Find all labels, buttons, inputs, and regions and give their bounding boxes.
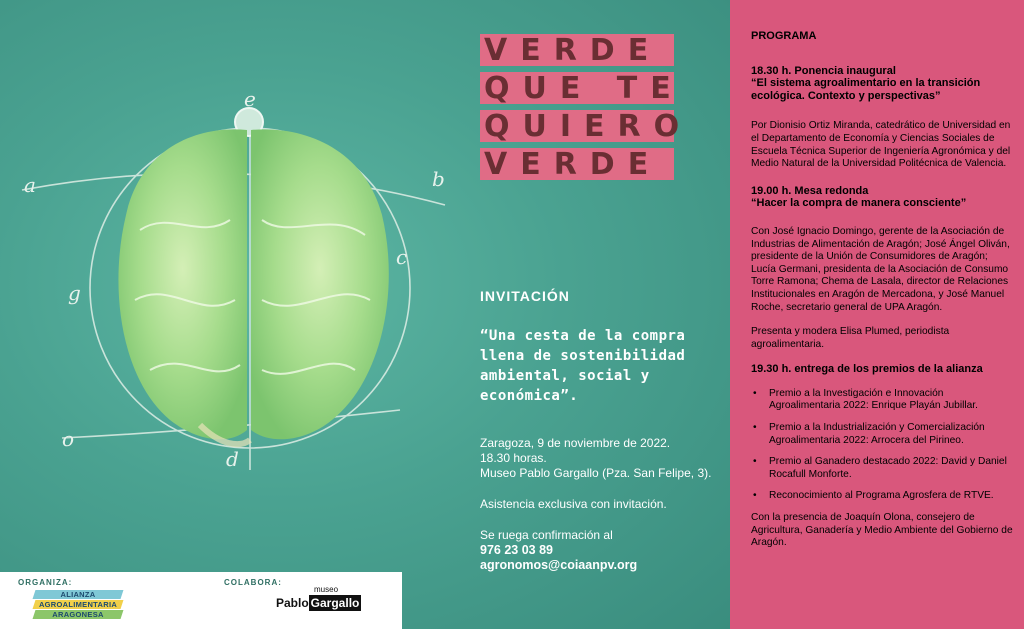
rsvp-email[interactable]: agronomos@coiaanpv.org	[480, 558, 638, 572]
invitation-block	[480, 288, 730, 573]
sketch-letter-g: g	[68, 281, 81, 305]
sketch-letter-b: b	[432, 167, 445, 191]
colabora-label: COLABORA:	[224, 578, 282, 587]
sketch-letter-c: c	[396, 245, 408, 269]
organiza-label: ORGANIZA:	[18, 578, 73, 587]
exclusive-note: Asistencia exclusiva con invitación.	[480, 497, 667, 511]
awards-list	[751, 388, 1013, 503]
event-time: 18.30 horas.	[480, 451, 547, 465]
program-content	[751, 30, 1013, 550]
alianza-line-2: AGROALIMENTARIA	[38, 600, 118, 609]
sponsor-footer	[0, 572, 402, 629]
pablo-word: Pablo	[276, 596, 309, 610]
main-title	[480, 33, 693, 186]
session2-title: “Hacer la compra de manera consciente”	[751, 197, 967, 210]
closing-text: Con la presencia de Joaquín Olona, consejero de Agricultura, Ganadería y Medio Ambiente del Gobierno de Aragón.	[751, 512, 1013, 549]
title-line-1: VERDE	[480, 34, 674, 66]
award-item: • Premio a la Industrialización y Comercialización Agroalimentaria 2022: Arrocera del Pirineo.	[751, 422, 1013, 447]
alianza-logo	[34, 588, 122, 622]
session2-time: 19.00 h. Mesa redonda	[751, 184, 869, 197]
cabbage-illustration	[0, 0, 470, 580]
museo-gargallo-logo	[276, 585, 361, 612]
award-item: • Premio a la Investigación e Innovación Agroalimentaria 2022: Enrique Playán Jubillar.	[751, 388, 1013, 413]
sketch-letter-a: a	[24, 173, 36, 197]
sketch-letter-e: e	[244, 87, 256, 111]
session1-title: “El sistema agroalimentario en la transición ecológica. Contexto y perspectivas”	[751, 77, 981, 102]
event-date-place: Zaragoza, 9 de noviembre de 2022.	[480, 436, 671, 450]
invitation-label: INVITACIÓN	[480, 288, 570, 304]
sketch-letter-o: o	[62, 427, 75, 451]
title-line-4: VERDE	[480, 148, 674, 180]
sketch-letter-d: d	[226, 447, 239, 471]
session2-body: Con José Ignacio Domingo, gerente de la Asociación de Industrias de Alimentación de Aragón; José Ángel Oliván, presidente de la Unión de Consumidores de Aragón; Lucía Germani, presidenta de la Asociación de Consumo Torre Ramona; Chema de Lasala, director de Relaciones Institucionales en Aragón de Mercadona, y José Manuel Roche, secretario general de UPA Aragón.	[751, 225, 1010, 313]
program-heading: PROGRAMA	[751, 30, 817, 42]
museo-word: museo	[314, 585, 339, 594]
award-item: • Reconocimiento al Programa Agrosfera de RTVE.	[751, 490, 1013, 503]
cabbage-head	[118, 129, 388, 444]
awards-heading: 19.30 h. entrega de los premios de la alianza	[751, 363, 983, 376]
title-line-3: QUIERO	[480, 110, 674, 142]
rsvp-phone[interactable]: 976 23 03 89	[480, 543, 553, 557]
event-venue: Museo Pablo Gargallo (Pza. San Felipe, 3).	[480, 466, 712, 480]
award-item: • Premio al Ganadero destacado 2022: David y Daniel Rocafull Monforte.	[751, 456, 1013, 481]
alianza-line-1: ALIANZA	[60, 590, 96, 599]
rsvp-text: Se ruega confirmación al	[480, 528, 613, 542]
alianza-line-3: ARAGONESA	[52, 610, 104, 619]
session2-moderator: Presenta y modera Elisa Plumed, periodista agroalimentaria.	[751, 326, 950, 350]
session1-time: 18.30 h. Ponencia inaugural	[751, 64, 896, 77]
invitation-quote: “Una cesta de la compra llena de sostenibilidad ambiental, social y económica”.	[480, 328, 686, 404]
title-line-2: QUE TE	[480, 72, 674, 104]
gargallo-word: Gargallo	[310, 596, 360, 610]
session1-body: Por Dionisio Ortiz Miranda, catedrático de Universidad en el Departamento de Economía y Ciencias Sociales de Escuela Técnica Superior de Ingeniería Agronómica y del Medio Natural de la Universidad Politécnica de Valencia.	[751, 120, 1011, 170]
